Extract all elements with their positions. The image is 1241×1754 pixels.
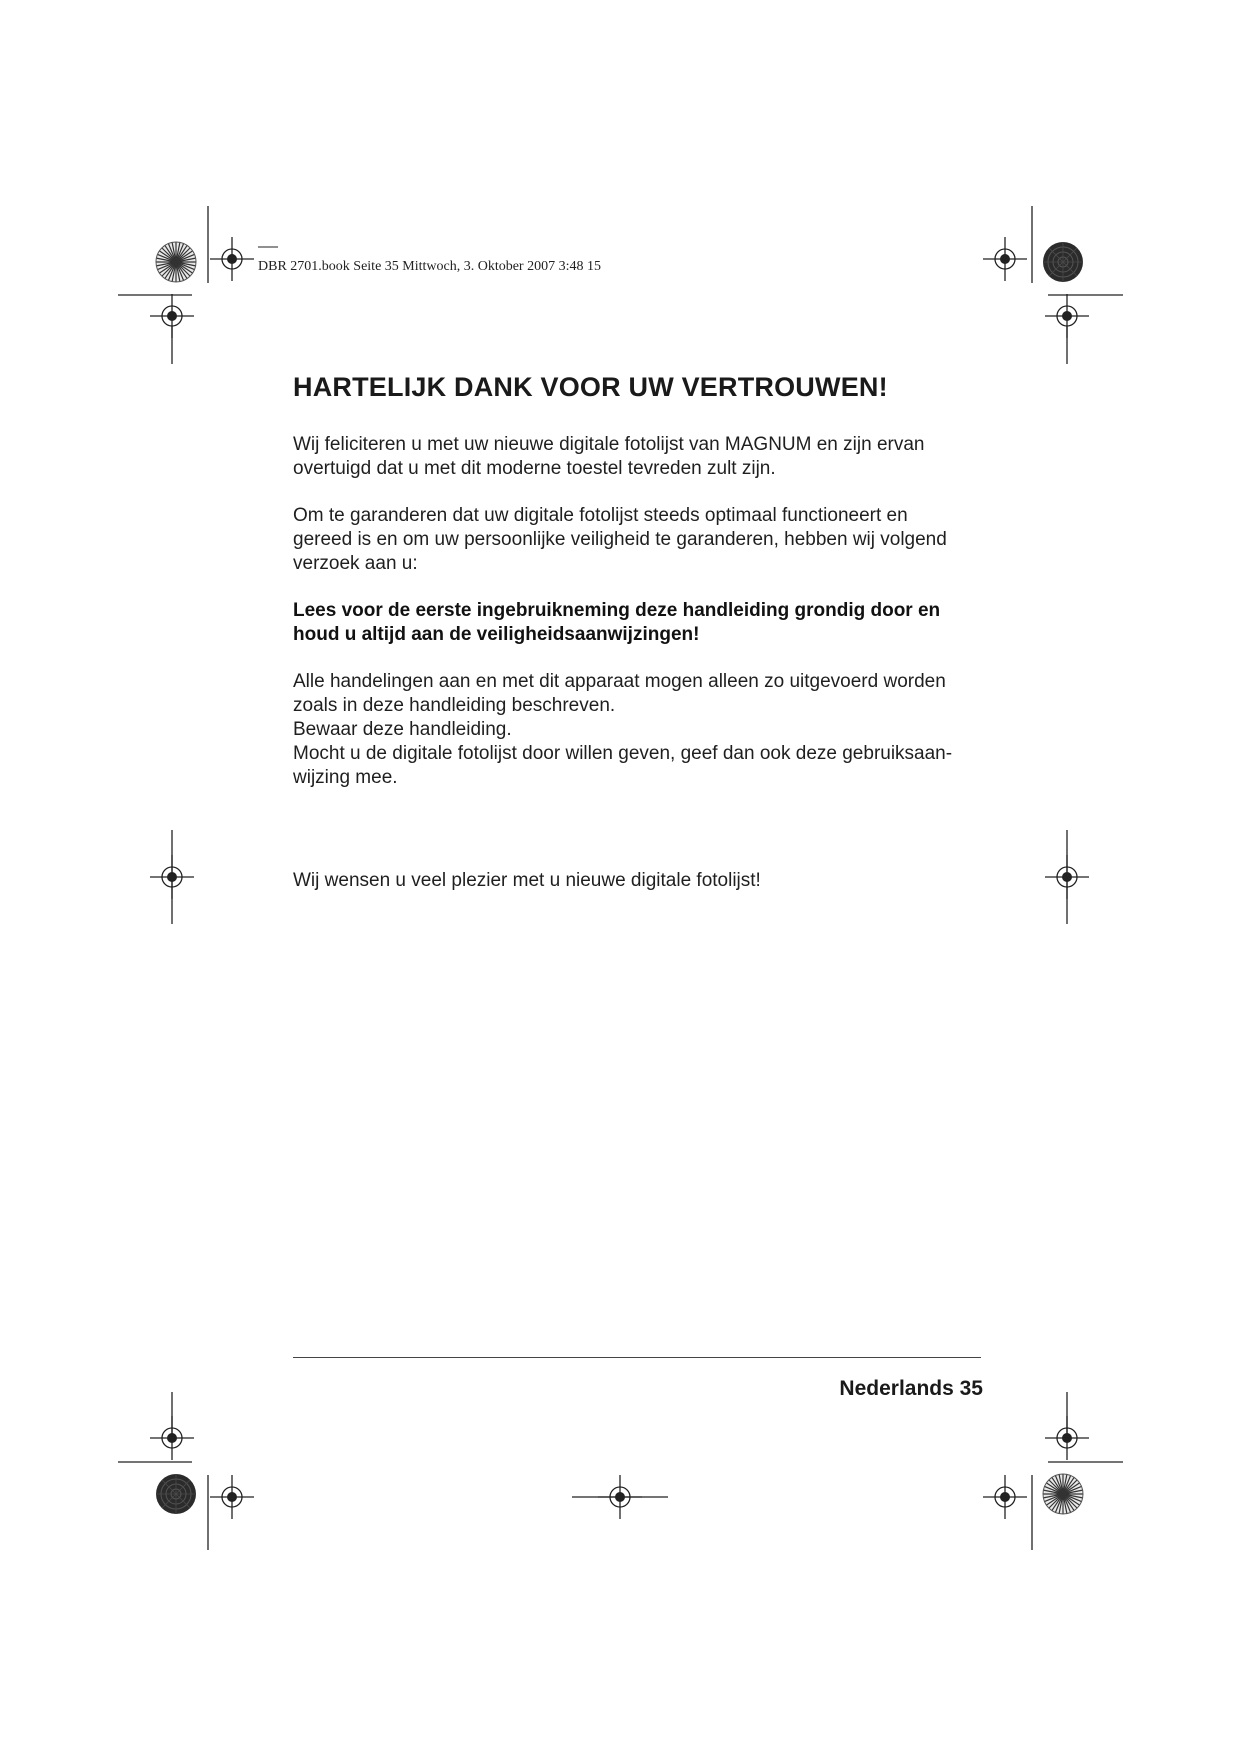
text-line: zoals in deze handleiding beschreven. xyxy=(293,695,616,716)
text-line: Mocht u de digitale fotolijst door willen geven, geef dan ook deze gebruiksaan- xyxy=(293,743,953,764)
page-title: HARTELIJK DANK VOOR UW VERTROUWEN! xyxy=(293,372,888,402)
paragraph-instructions xyxy=(293,670,1003,790)
paragraph-intro xyxy=(293,433,1003,481)
text-line: Om te garanderen dat uw digitale fotolijst steeds optimaal functioneert en xyxy=(293,505,908,526)
text-line: Wij wensen u veel plezier met u nieuwe digitale fotolijst! xyxy=(293,870,761,891)
text-line: Lees voor de eerste ingebruikneming deze handleiding grondig door en xyxy=(293,600,941,621)
text-line: Alle handelingen aan en met dit apparaat mogen alleen zo uitgevoerd worden xyxy=(293,671,946,692)
paragraph-closing xyxy=(293,869,1003,893)
footer-divider xyxy=(293,1357,981,1358)
text-line: houd u altijd aan de veiligheidsaanwijzingen! xyxy=(293,624,700,645)
paragraph-guarantee xyxy=(293,504,1003,576)
text-line: verzoek aan u: xyxy=(293,553,418,574)
page-number: Nederlands 35 xyxy=(839,1377,983,1400)
page-content xyxy=(293,372,1003,893)
paragraph-safety-warning xyxy=(293,599,1003,647)
text-line: wijzing mee. xyxy=(293,767,398,788)
text-line: gereed is en om uw persoonlijke veiligheid te garanderen, hebben wij volgend xyxy=(293,529,947,550)
text-line: Bewaar deze handleiding. xyxy=(293,719,512,740)
text-line: overtuigd dat u met dit moderne toestel tevreden zult zijn. xyxy=(293,458,776,479)
text-line: Wij feliciteren u met uw nieuwe digitale fotolijst van MAGNUM en zijn ervan xyxy=(293,434,925,455)
print-header: DBR 2701.book Seite 35 Mittwoch, 3. Oktober 2007 3:48 15 xyxy=(258,259,601,274)
